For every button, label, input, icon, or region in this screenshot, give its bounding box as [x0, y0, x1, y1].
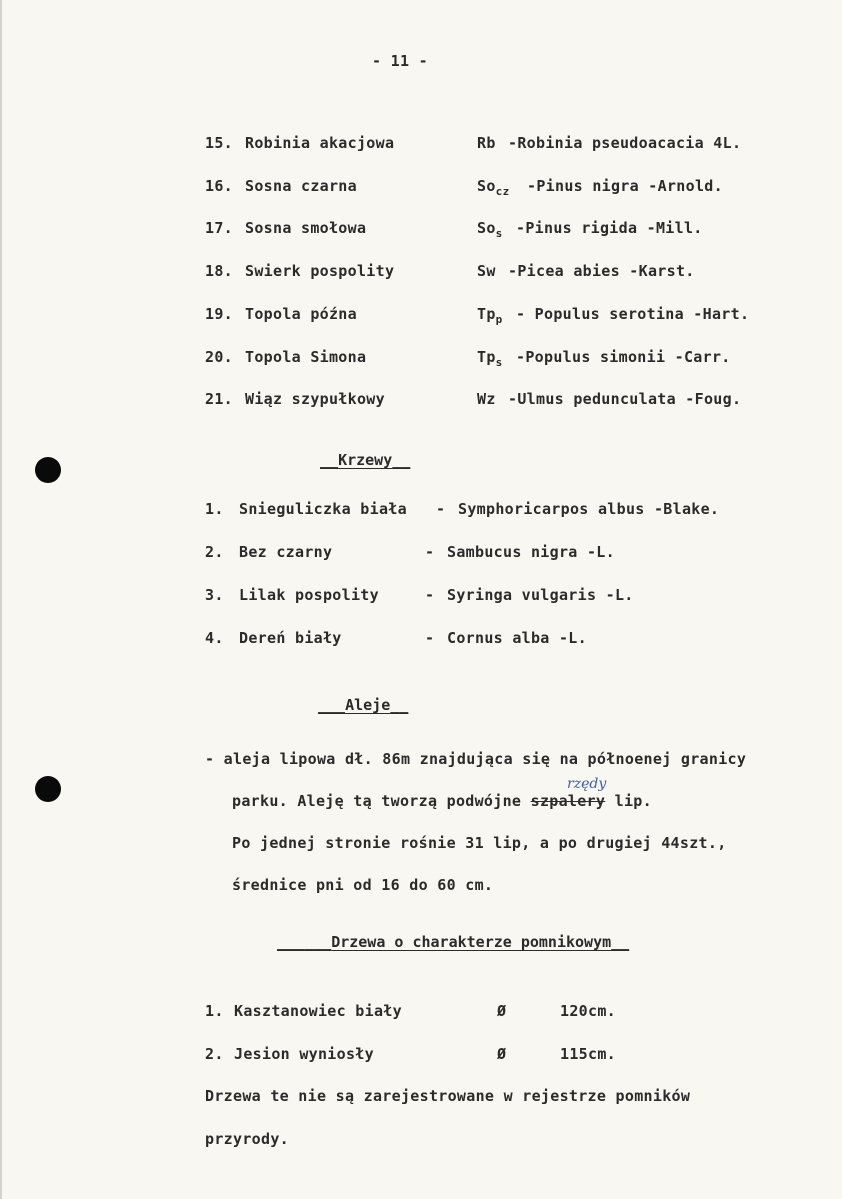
shrub-separator: - [436, 500, 446, 518]
tree-code: $So_{cz}$ [477, 177, 510, 198]
closing-line-2: przyrody. [205, 1130, 289, 1148]
tree-number: 21. [205, 390, 233, 408]
tree-code: Rb [477, 134, 496, 152]
shrub-latin-name: Symphoricarpos albus -Blake. [458, 500, 720, 518]
tree-code: Sw [477, 262, 496, 280]
aleje-line-1: - aleja lipowa dł. 86m znajdująca się na półnoenej granicy [205, 750, 747, 768]
shrub-separator: - [425, 586, 435, 604]
shrub-number: 2. [205, 543, 224, 561]
closing-line-1: Drzewa te nie są zarejestrowane w rejestrze pomników [205, 1087, 691, 1105]
shrub-latin-name: Cornus alba -L. [447, 629, 587, 647]
tree-code: $So_s$ [477, 219, 503, 240]
tree-polish-name: Robinia akacjowa [245, 134, 395, 152]
punch-hole [35, 776, 61, 802]
tree-latin-name: -Pinus nigra -Arnold. [527, 177, 723, 195]
shrub-number: 4. [205, 629, 224, 647]
tree-latin-name: -Populus simonii -Carr. [516, 348, 731, 366]
punch-hole [35, 457, 61, 483]
shrub-separator: - [425, 629, 435, 647]
shrub-polish-name: Dereń biały [239, 629, 342, 647]
monument-diameter: 120cm. [560, 1002, 616, 1020]
shrub-latin-name: Sambucus nigra -L. [447, 543, 615, 561]
tree-polish-name: Wiąz szypułkowy [245, 390, 385, 408]
tree-code: $Tp_p$ [477, 305, 503, 326]
tree-code: Wz [477, 390, 496, 408]
tree-polish-name: Swierk pospolity [245, 262, 395, 280]
tree-latin-name: -Ulmus pedunculata -Foug. [508, 390, 742, 408]
section-heading-aleje: ___Aleje__ [318, 696, 409, 714]
diameter-symbol: Ø [497, 1045, 507, 1063]
shrub-polish-name: Lilak pospolity [239, 586, 379, 604]
tree-number: 17. [205, 219, 233, 237]
tree-number: 18. [205, 262, 233, 280]
tree-number: 16. [205, 177, 233, 195]
aleje-line-2: parku. Aleję tą tworzą podwójne szpalery lip. [232, 792, 652, 810]
monument-number: 1. [205, 1002, 224, 1020]
tree-latin-name: -Robinia pseudoacacia 4L. [508, 134, 742, 152]
diameter-symbol: Ø [497, 1002, 507, 1020]
aleje-line-4: średnice pni od 16 do 60 cm. [232, 876, 494, 894]
shrub-number: 3. [205, 586, 224, 604]
monument-name: Kasztanowiec biały [234, 1002, 402, 1020]
page-number: - 11 - [372, 52, 428, 70]
tree-polish-name: Sosna smołowa [245, 219, 367, 237]
tree-code: $Tp_s$ [477, 348, 503, 369]
tree-polish-name: Topola późna [245, 305, 357, 323]
shrub-polish-name: Bez czarny [239, 543, 333, 561]
tree-number: 19. [205, 305, 233, 323]
tree-polish-name: Sosna czarna [245, 177, 357, 195]
tree-number: 20. [205, 348, 233, 366]
tree-latin-name: - Populus serotina -Hart. [516, 305, 750, 323]
monument-number: 2. [205, 1045, 224, 1063]
tree-latin-name: -Pinus rigida -Mill. [516, 219, 703, 237]
shrub-polish-name: Snieguliczka biała [239, 500, 407, 518]
tree-latin-name: -Picea abies -Karst. [508, 262, 695, 280]
tree-polish-name: Topola Simona [245, 348, 367, 366]
shrub-number: 1. [205, 500, 224, 518]
section-heading-pomniki: ______Drzewa o charakterze pomnikowym__ [277, 933, 630, 951]
monument-name: Jesion wyniosły [234, 1045, 374, 1063]
shrub-latin-name: Syringa vulgaris -L. [447, 586, 634, 604]
shrub-separator: - [425, 543, 435, 561]
aleje-line-3: Po jednej stronie rośnie 31 lip, a po drugiej 44szt., [232, 834, 727, 852]
section-heading-krzewy: __Krzewy__ [320, 451, 411, 469]
monument-diameter: 115cm. [560, 1045, 616, 1063]
tree-number: 15. [205, 134, 233, 152]
handwritten-correction: rzędy [567, 776, 607, 792]
